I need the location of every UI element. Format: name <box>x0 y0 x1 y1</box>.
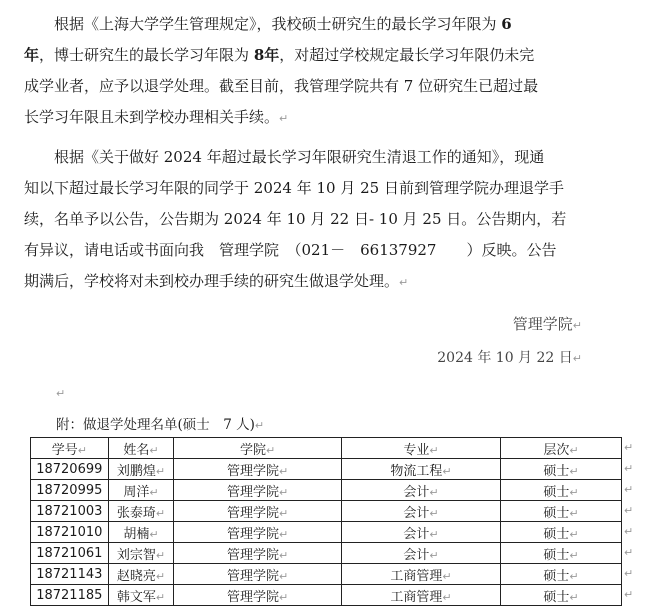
cell-mark-icon: ↵ <box>155 569 166 583</box>
master-years-value: 6 <box>501 15 512 33</box>
student-id-cell <box>31 480 109 501</box>
paragraph-line: 知以下超过最长学习年限的同学于 2024 年 10 月 25 日前到管理学院办理退学手 <box>24 179 564 197</box>
cell-text: 会计 <box>403 484 430 500</box>
cell-mark-icon: ↵ <box>569 548 579 562</box>
paragraph-text: ，博士研究生的最长学习年限为 <box>39 46 250 64</box>
cell-text: 18720699 <box>36 461 103 477</box>
cell-mark-icon: ↵ <box>442 569 452 583</box>
name-cell <box>108 522 174 543</box>
signature-org-text: 管理学院 <box>512 315 573 333</box>
header-student-id <box>31 438 109 459</box>
paragraph-line: 成学业者，应予以退学处理。截至目前，我管理学院共有 7 位研究生已超过最 <box>24 77 539 95</box>
paragraph-mark-icon: ↵ <box>399 276 409 289</box>
cell-mark-icon: ↵ <box>569 485 579 499</box>
row-mark-icon: ↵ <box>624 525 634 538</box>
school-cell <box>174 585 342 606</box>
signature-date-text: 2024 年 10 月 22 日 <box>437 350 573 366</box>
row-mark-icon: ↵ <box>624 441 634 454</box>
signature-date <box>437 347 582 367</box>
cell-mark-icon: ↵ <box>569 590 579 604</box>
header-name <box>108 438 174 459</box>
cell-text: 会计 <box>403 547 430 563</box>
cell-text: 管理学院 <box>227 463 280 479</box>
paragraph-text: 期满后，学校将对未到校办理手续的研究生做退学处理。 <box>24 272 400 290</box>
school-cell <box>174 501 342 522</box>
student-id-cell <box>31 459 109 480</box>
cell-mark-icon: ↵ <box>266 443 276 457</box>
school-cell <box>174 480 342 501</box>
cell-mark-icon: ↵ <box>429 506 439 520</box>
header-text: 学院 <box>240 442 267 458</box>
cell-mark-icon: ↵ <box>149 527 159 541</box>
cell-text: 硕士 <box>543 526 570 542</box>
student-id-cell <box>31 585 109 606</box>
table-row <box>31 459 622 480</box>
phd-years-value: 8年 <box>253 46 280 64</box>
row-mark-icon: ↵ <box>624 504 634 517</box>
table-row <box>31 543 622 564</box>
cell-text: 会计 <box>403 505 430 521</box>
cell-mark-icon: ↵ <box>279 569 289 583</box>
cell-text: 胡楠 <box>123 526 150 542</box>
student-id-cell <box>31 501 109 522</box>
cell-text: 韩文军 <box>116 589 156 605</box>
cell-mark-icon: ↵ <box>149 485 159 499</box>
row-mark-icon: ↵ <box>624 588 634 601</box>
row-mark-icon: ↵ <box>624 483 634 496</box>
cell-text: 18721185 <box>36 587 103 603</box>
cell-text: 赵晓亮 <box>116 568 156 584</box>
cell-text: 刘鹏煌 <box>116 463 156 479</box>
level-cell <box>501 543 622 564</box>
major-cell <box>341 564 500 585</box>
cell-mark-icon: ↵ <box>279 506 289 520</box>
paragraph-mark-icon: ↵ <box>572 319 582 332</box>
cell-mark-icon: ↵ <box>149 443 159 457</box>
school-cell <box>174 522 342 543</box>
cell-text: 18721010 <box>36 524 103 540</box>
major-cell <box>341 480 500 501</box>
attachment-title <box>56 413 264 433</box>
cell-mark-icon: ↵ <box>429 548 439 562</box>
cell-text: 18721143 <box>36 566 103 582</box>
cell-text: 管理学院 <box>227 484 280 500</box>
paragraph-line <box>24 102 576 133</box>
school-cell <box>174 564 342 585</box>
major-cell <box>341 585 500 606</box>
table-body <box>31 459 622 606</box>
cell-text: 管理学院 <box>227 526 280 542</box>
cell-mark-icon: ↵ <box>155 548 166 562</box>
row-end-marks <box>624 437 644 605</box>
cell-text: 管理学院 <box>227 568 280 584</box>
cell-mark-icon: ↵ <box>442 590 452 604</box>
paragraph-line <box>24 40 576 71</box>
header-level <box>501 438 622 459</box>
cell-mark-icon: ↵ <box>77 443 87 457</box>
cell-text: 刘宗智 <box>116 547 156 563</box>
header-text: 学号 <box>51 442 78 458</box>
cell-text: 工商管理 <box>390 568 443 584</box>
school-cell <box>174 459 342 480</box>
cell-mark-icon: ↵ <box>155 464 166 478</box>
row-mark-icon: ↵ <box>624 462 634 475</box>
major-cell <box>341 543 500 564</box>
cell-text: 张泰琦 <box>116 505 156 521</box>
row-mark-icon: ↵ <box>624 567 634 580</box>
paragraph-mark-icon: ↵ <box>254 419 265 432</box>
cell-mark-icon: ↵ <box>155 590 166 604</box>
notice-paragraph-1 <box>24 9 576 133</box>
name-cell <box>108 564 174 585</box>
level-cell <box>501 585 622 606</box>
cell-text: 硕士 <box>543 589 570 605</box>
paragraph-mark-icon: ↵ <box>572 352 582 365</box>
level-cell <box>501 459 622 480</box>
cell-text: 硕士 <box>543 505 570 521</box>
paragraph-line <box>24 9 576 40</box>
cell-mark-icon: ↵ <box>279 590 289 604</box>
cell-text: 18721003 <box>36 503 103 519</box>
paragraph-line: 有异议，请电话或书面向我 管理学院 （021－ 66137927 ）反映。公告 <box>24 241 557 259</box>
table-row <box>31 564 622 585</box>
table-row <box>31 480 622 501</box>
year-unit-text: 年 <box>24 46 40 64</box>
row-mark-icon: ↵ <box>624 546 634 559</box>
level-cell <box>501 564 622 585</box>
cell-text: 周洋 <box>123 484 150 500</box>
cell-text: 硕士 <box>543 568 570 584</box>
cell-mark-icon: ↵ <box>279 548 289 562</box>
cell-text: 管理学院 <box>227 547 280 563</box>
cell-text: 管理学院 <box>227 505 280 521</box>
cell-text: 硕士 <box>543 547 570 563</box>
cell-text: 工商管理 <box>390 589 443 605</box>
major-cell <box>341 522 500 543</box>
signature-org <box>513 313 582 334</box>
cell-text: 管理学院 <box>227 589 280 605</box>
cell-mark-icon: ↵ <box>442 464 452 478</box>
empty-paragraph <box>56 382 65 401</box>
name-cell <box>108 501 174 522</box>
paragraph-mark-icon: ↵ <box>56 387 66 400</box>
cell-text: 硕士 <box>543 463 570 479</box>
table-row <box>31 522 622 543</box>
cell-mark-icon: ↵ <box>569 464 579 478</box>
cell-mark-icon: ↵ <box>155 506 166 520</box>
name-cell <box>108 543 174 564</box>
name-cell <box>108 585 174 606</box>
cell-mark-icon: ↵ <box>429 527 439 541</box>
student-id-cell <box>31 522 109 543</box>
header-text: 层次 <box>543 442 570 458</box>
name-cell <box>108 459 174 480</box>
paragraph-text: 根据《上海大学学生管理规定》，我校硕士研究生的最长学习年限为 <box>54 15 497 33</box>
name-cell <box>108 480 174 501</box>
table-row <box>31 501 622 522</box>
header-text: 姓名 <box>123 442 150 458</box>
cell-mark-icon: ↵ <box>279 527 289 541</box>
major-cell <box>341 501 500 522</box>
table-row <box>31 585 622 606</box>
paragraph-line <box>24 266 576 297</box>
cell-text: 18721061 <box>36 545 103 561</box>
cell-mark-icon: ↵ <box>569 506 579 520</box>
header-major <box>341 438 500 459</box>
cell-mark-icon: ↵ <box>429 485 439 499</box>
cell-mark-icon: ↵ <box>569 569 579 583</box>
cell-mark-icon: ↵ <box>569 443 579 457</box>
table-header-row <box>31 438 622 459</box>
paragraph-line: 根据《关于做好 2024 年超过最长学习年限研究生清退工作的通知》，现通 <box>54 148 545 166</box>
cell-text: 物流工程 <box>390 463 443 479</box>
cell-text: 硕士 <box>543 484 570 500</box>
student-id-cell <box>31 564 109 585</box>
cell-mark-icon: ↵ <box>279 464 289 478</box>
cell-mark-icon: ↵ <box>279 485 289 499</box>
header-school <box>174 438 342 459</box>
notice-paragraph-2 <box>24 142 576 297</box>
paragraph-mark-icon: ↵ <box>279 112 289 125</box>
paragraph-text: ，对超过学校规定最长学习年限仍未完 <box>279 46 535 64</box>
student-id-cell <box>31 543 109 564</box>
major-cell <box>341 459 500 480</box>
cell-text: 会计 <box>403 526 430 542</box>
attachment-title-text: 附：做退学处理名单(硕士 7 人) <box>56 417 255 433</box>
school-cell <box>174 543 342 564</box>
paragraph-text: 长学习年限且未到学校办理相关手续。 <box>24 108 280 126</box>
cell-mark-icon: ↵ <box>569 527 579 541</box>
header-text: 专业 <box>403 442 430 458</box>
level-cell <box>501 501 622 522</box>
level-cell <box>501 522 622 543</box>
withdrawal-list-table <box>30 437 622 606</box>
paragraph-line: 续，名单予以公告，公告期为 2024 年 10 月 22 日- 10 月 25 日。公告期内，若 <box>24 210 567 228</box>
cell-text: 18720995 <box>36 482 103 498</box>
level-cell <box>501 480 622 501</box>
cell-mark-icon: ↵ <box>429 443 439 457</box>
